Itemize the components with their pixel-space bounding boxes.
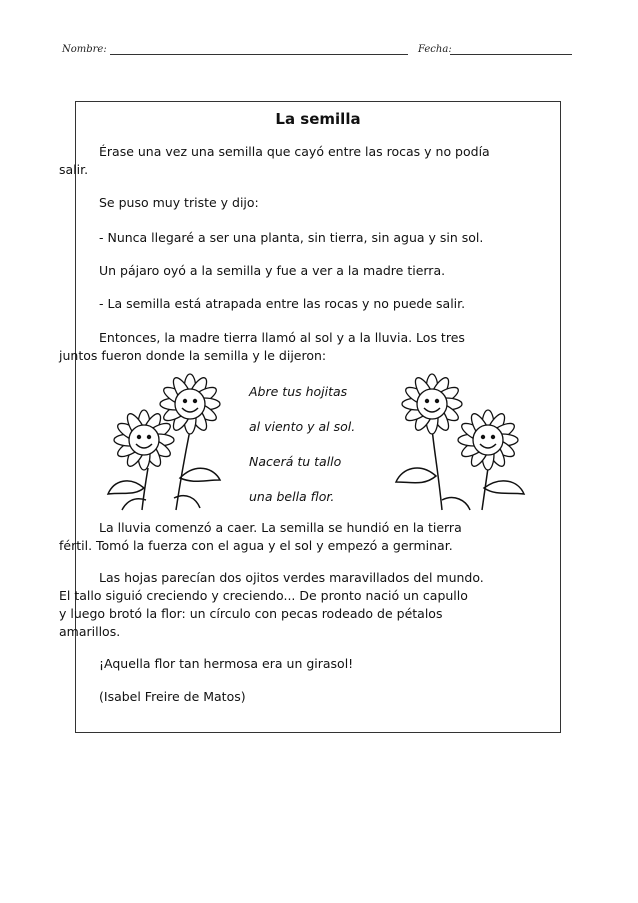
paragraph-7	[59, 519, 559, 555]
paragraph-line: juntos fueron donde la semilla y le dijeron:	[59, 348, 327, 363]
sunflower-icon	[458, 410, 518, 470]
paragraph-line: El tallo siguió creciendo y creciendo... De pronto nació un capullo	[59, 588, 468, 603]
date-field-line[interactable]	[450, 54, 572, 55]
paragraph-line: - Nunca llegaré a ser una planta, sin tierra, sin agua y sin sol.	[99, 230, 484, 245]
verse-line-4: una bella flor.	[249, 489, 335, 504]
story-title: La semilla	[275, 110, 361, 128]
story-box	[59, 101, 561, 733]
leaf-icon	[396, 468, 436, 483]
stem-icon	[432, 428, 442, 510]
paragraph-5	[59, 295, 559, 313]
sunflowers-right-illustration	[376, 360, 556, 512]
paragraph-line: Un pájaro oyó a la semilla y fue a ver a la madre tierra.	[99, 263, 446, 278]
verse-line-3: Nacerá tu tallo	[249, 454, 342, 469]
paragraph-9	[59, 655, 559, 673]
paragraph-1	[59, 143, 559, 179]
paragraph-line: salir.	[59, 162, 89, 177]
leaf-icon	[180, 468, 220, 481]
name-field-line[interactable]	[110, 54, 408, 55]
paragraph-2	[59, 194, 559, 212]
student-header	[62, 40, 572, 60]
paragraph-line: La lluvia comenzó a caer. La semilla se hundió en la tierra	[99, 520, 462, 535]
paragraph-line: Se puso muy triste y dijo:	[99, 195, 259, 210]
sunflowers-left-illustration	[86, 360, 246, 512]
name-label: Nombre:	[62, 44, 107, 55]
paragraph-line: Entonces, la madre tierra llamó al sol y a la lluvia. Los tres	[99, 330, 465, 345]
paragraph-8	[59, 569, 559, 641]
verse-line-2: al viento y al sol.	[249, 419, 356, 434]
story-author	[59, 688, 559, 706]
verse-line-1: Abre tus hojitas	[249, 384, 348, 399]
paragraph-3	[59, 229, 559, 247]
paragraph-line: ¡Aquella flor tan hermosa era un girasol!	[99, 656, 354, 671]
paragraph-4	[59, 262, 559, 280]
date-label: Fecha:	[418, 44, 452, 55]
paragraph-line: - La semilla está atrapada entre las rocas y no puede salir.	[99, 296, 466, 311]
paragraph-line: (Isabel Freire de Matos)	[99, 689, 246, 704]
paragraph-line: y luego brotó la flor: un círculo con pecas rodeado de pétalos	[59, 606, 443, 621]
leaf-icon	[108, 481, 144, 494]
paragraph-line: amarillos.	[59, 624, 121, 639]
paragraph-line: Érase una vez una semilla que cayó entre las rocas y no podía	[99, 144, 490, 159]
paragraph-line: Las hojas parecían dos ojitos verdes maravillados del mundo.	[99, 570, 484, 585]
leaf-icon	[484, 481, 524, 494]
sunflower-icon	[402, 374, 462, 434]
paragraph-line: fértil. Tomó la fuerza con el agua y el sol y empezó a germinar.	[59, 538, 453, 553]
